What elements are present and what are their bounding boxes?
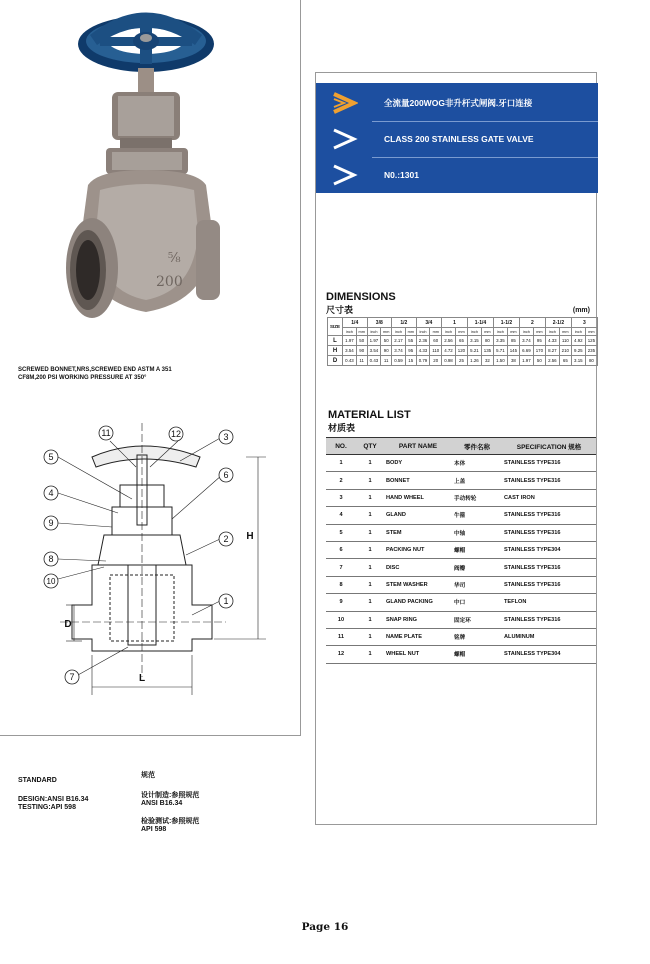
dimension-cell: 80 (481, 336, 493, 346)
material-row (326, 628, 596, 645)
material-no: 7 (326, 559, 356, 576)
material-part: STEM WASHER (384, 576, 452, 593)
unit-cell: mm (455, 328, 467, 336)
unit-cell: inch (468, 328, 482, 336)
material-part: WHEEL NUT (384, 646, 452, 663)
dimension-cell: 1.97 (519, 356, 533, 366)
material-qty: 1 (356, 646, 384, 663)
valve-photo (0, 0, 300, 340)
chevron-right-icon (316, 85, 372, 121)
material-spec: STAINLESS TYPE316 (502, 611, 596, 628)
callout-12: 12 (170, 429, 182, 439)
size-header: SIZE (328, 318, 343, 336)
dimension-cell: 2.17 (392, 336, 406, 346)
material-cn: 华司 (452, 576, 502, 593)
material-spec: STAINLESS TYPE316 (502, 576, 596, 593)
dimension-cell: 3.54 (343, 346, 357, 356)
size-3: 3/4 (416, 318, 442, 328)
size-8: 2-1/2 (545, 318, 571, 328)
unit-cell: mm (559, 328, 571, 336)
material-no: 10 (326, 611, 356, 628)
material-spec: STAINLESS TYPE316 (502, 455, 596, 472)
caption-line-2: CF8M,200 PSI WORKING PRESSURE AT 350° (18, 375, 147, 381)
material-qty: 1 (356, 594, 384, 611)
material-qty: 1 (356, 507, 384, 524)
callout-11: 11 (101, 428, 111, 438)
material-part: HAND WHEEL (384, 489, 452, 506)
material-part: GLAND PACKING (384, 594, 452, 611)
callout-7: 7 (69, 672, 75, 682)
material-spec: STAINLESS TYPE316 (502, 472, 596, 489)
material-qty: 1 (356, 611, 384, 628)
callout-8: 8 (48, 554, 54, 564)
page-number: Page 16 (301, 921, 349, 933)
title-en: CLASS 200 STAINLESS GATE VALVE (384, 134, 534, 144)
standard-design-cn: 设计制造:参照规范 (141, 792, 200, 799)
material-row (326, 472, 596, 489)
material-no: 11 (326, 628, 356, 645)
material-part: DISC (384, 559, 452, 576)
material-spec: TEFLON (502, 594, 596, 611)
callout-5: 5 (48, 452, 54, 462)
material-cn: 本体 (452, 455, 502, 472)
unit-cell: inch (343, 328, 357, 336)
dimension-cell: 1.97 (367, 336, 381, 346)
standard-design: DESIGN:ANSI B16.34 (18, 796, 89, 803)
size-5: 1-1/4 (468, 318, 494, 328)
material-no: 5 (326, 524, 356, 541)
material-row (326, 611, 596, 628)
unit-cell: mm (430, 328, 442, 336)
materials-table (326, 437, 596, 664)
dimension-cell: 2.56 (442, 336, 456, 346)
col-qty: QTY (356, 438, 384, 455)
dimension-row-label: D (328, 356, 343, 366)
material-cn: 螺帽 (452, 541, 502, 558)
dimension-cell: 3.15 (468, 336, 482, 346)
col-part: PART NAME (384, 438, 452, 455)
dimension-cell: 4.33 (416, 346, 430, 356)
callout-2: 2 (223, 534, 229, 544)
material-cn: 阀瓣 (452, 559, 502, 576)
dimension-cell: 9.25 (571, 346, 585, 356)
unit-cell: mm (585, 328, 597, 336)
material-spec: ALUMINUM (502, 628, 596, 645)
dimension-cell: 3.54 (367, 346, 381, 356)
dimension-cell: 65 (455, 336, 467, 346)
material-row (326, 489, 596, 506)
header-row-model (316, 157, 598, 193)
unit-cell: mm (507, 328, 519, 336)
dimensions-unit: (mm) (572, 307, 590, 314)
callout-9: 9 (48, 518, 54, 528)
size-1: 3/8 (367, 318, 392, 328)
size-2: 1/2 (392, 318, 417, 328)
dimension-cell: 235 (585, 346, 597, 356)
material-row (326, 646, 596, 663)
material-no: 1 (326, 455, 356, 472)
material-qty: 1 (356, 541, 384, 558)
material-part: PACKING NUT (384, 541, 452, 558)
callout-4: 4 (48, 488, 54, 498)
material-cn: 固定环 (452, 611, 502, 628)
material-row (326, 524, 596, 541)
dimension-cell: 85 (507, 336, 519, 346)
dimension-cell: 1.50 (493, 356, 507, 366)
callout-10: 10 (46, 577, 56, 586)
dimension-cell: 90 (381, 346, 392, 356)
material-cn: 上盖 (452, 472, 502, 489)
unit-cell: mm (356, 328, 367, 336)
unit-cell: inch (442, 328, 456, 336)
material-part: NAME PLATE (384, 628, 452, 645)
dimension-cell: 25 (455, 356, 467, 366)
dimensions-section (326, 291, 396, 316)
hand-wheel-image (78, 13, 214, 73)
material-cn: 中轴 (452, 524, 502, 541)
dimension-cell: 50 (356, 336, 367, 346)
dimension-cell: 55 (405, 336, 416, 346)
dimension-cell: 80 (585, 356, 597, 366)
material-spec: STAINLESS TYPE304 (502, 541, 596, 558)
dimension-cell: 5.71 (493, 346, 507, 356)
dimension-cell: 50 (533, 356, 545, 366)
material-no: 8 (326, 576, 356, 593)
left-panel (0, 0, 301, 736)
material-qty: 1 (356, 524, 384, 541)
materials-header-row (326, 438, 596, 455)
material-no: 2 (326, 472, 356, 489)
material-row (326, 541, 596, 558)
material-cn: 铭牌 (452, 628, 502, 645)
dimension-cell: 3.15 (571, 356, 585, 366)
material-spec: STAINLESS TYPE304 (502, 646, 596, 663)
model-number: N0.:1301 (384, 170, 419, 180)
dimension-cell: 4.72 (442, 346, 456, 356)
col-spec: SPECIFICATION 规格 (502, 438, 596, 455)
chevron-right-icon (316, 121, 372, 157)
material-spec: STAINLESS TYPE316 (502, 559, 596, 576)
dimensions-title: DIMENSIONS (326, 291, 396, 303)
dimension-cell: 120 (455, 346, 467, 356)
dimensions-table (327, 317, 598, 366)
col-part-cn: 零件名称 (452, 438, 502, 455)
dimension-cell: 11 (381, 356, 392, 366)
dimension-row-label: L (328, 336, 343, 346)
unit-cell: inch (545, 328, 559, 336)
dimension-cell: 3.35 (493, 336, 507, 346)
material-spec: STAINLESS TYPE316 (502, 507, 596, 524)
dimension-cell: 50 (381, 336, 392, 346)
dimension-cell: 135 (481, 346, 493, 356)
unit-cell: inch (493, 328, 507, 336)
standard-design-cn-value: ANSI B16.34 (141, 800, 183, 807)
standard-label-cn: 规范 (141, 772, 155, 779)
header-band (316, 83, 598, 193)
dimension-cell: 1.97 (343, 336, 357, 346)
caption-line-1: SCREWED BONNET,NRS,SCREWED END ASTM A 351 (18, 367, 172, 373)
dimension-cell: 210 (559, 346, 571, 356)
material-spec: STAINLESS TYPE316 (502, 524, 596, 541)
material-part: BODY (384, 455, 452, 472)
size-4: 1 (442, 318, 468, 328)
dimensions-title-cn: 尺寸表 (326, 305, 354, 315)
dim-d-label: D (64, 619, 72, 630)
dimension-cell: 0.43 (343, 356, 357, 366)
material-row (326, 507, 596, 524)
materials-title: MATERIAL LIST (328, 409, 411, 421)
standard-testing-cn-value: API 598 (141, 826, 167, 833)
unit-cell: inch (519, 328, 533, 336)
size-0: 1/4 (343, 318, 368, 328)
dimension-row-label: H (328, 346, 343, 356)
standard-label: STANDARD (18, 777, 57, 784)
materials-section (328, 409, 411, 434)
material-no: 12 (326, 646, 356, 663)
dimension-cell: 32 (481, 356, 493, 366)
dimension-cell: 2.56 (545, 356, 559, 366)
unit-cell: inch (392, 328, 406, 336)
valve-drawing (0, 415, 300, 715)
dim-l-label: L (138, 673, 146, 684)
material-part: SNAP RING (384, 611, 452, 628)
material-qty: 1 (356, 472, 384, 489)
dimension-cell: 3.74 (519, 336, 533, 346)
dimension-cell: 95 (405, 346, 416, 356)
unit-cell: mm (381, 328, 392, 336)
dimension-cell: 5.21 (468, 346, 482, 356)
material-no: 9 (326, 594, 356, 611)
dimension-cell: 15 (405, 356, 416, 366)
dimension-cell: 0.43 (367, 356, 381, 366)
material-qty: 1 (356, 628, 384, 645)
size-9: 3 (571, 318, 597, 328)
callout-3: 3 (223, 432, 229, 442)
dimension-cell: 8.27 (545, 346, 559, 356)
size-7: 2 (519, 318, 545, 328)
material-qty: 1 (356, 489, 384, 506)
standard-testing: TESTING:API 598 (18, 804, 76, 811)
dimension-cell: 110 (430, 346, 442, 356)
material-qty: 1 (356, 576, 384, 593)
dimension-cell: 145 (507, 346, 519, 356)
body-marking: 200 (156, 274, 183, 290)
material-row (326, 576, 596, 593)
material-cn: 中口 (452, 594, 502, 611)
material-cn: 螺帽 (452, 646, 502, 663)
material-no: 4 (326, 507, 356, 524)
dimension-cell: 4.33 (545, 336, 559, 346)
dimension-cell: 20 (430, 356, 442, 366)
material-no: 3 (326, 489, 356, 506)
dimension-row (328, 346, 598, 356)
dimension-cell: 4.92 (571, 336, 585, 346)
material-cn: 手动转轮 (452, 489, 502, 506)
dimension-cell: 95 (533, 336, 545, 346)
dimension-cell: 0.59 (392, 356, 406, 366)
materials-title-cn: 材质表 (328, 423, 356, 433)
dimension-cell: 125 (585, 336, 597, 346)
material-row (326, 594, 596, 611)
dim-h-label: H (246, 531, 254, 542)
material-qty: 1 (356, 559, 384, 576)
body-marking-symbol: ⅝ (168, 251, 181, 266)
photo-caption (18, 366, 278, 382)
material-row (326, 559, 596, 576)
col-no: NO. (326, 438, 356, 455)
material-spec: CAST IRON (502, 489, 596, 506)
size-6: 1-1/2 (493, 318, 519, 328)
right-panel (315, 72, 597, 825)
dimension-cell: 60 (430, 336, 442, 346)
dimension-cell: 110 (559, 336, 571, 346)
dimension-cell: 0.98 (442, 356, 456, 366)
title-cn: 全流量200WOG非升杆式闸阀.牙口连接 (384, 98, 533, 108)
dimension-cell: 1.26 (468, 356, 482, 366)
material-row (326, 455, 596, 472)
unit-cell: inch (571, 328, 585, 336)
dimension-row (328, 356, 598, 366)
dimension-cell: 38 (507, 356, 519, 366)
unit-cell: mm (533, 328, 545, 336)
material-part: STEM (384, 524, 452, 541)
chevron-right-icon (316, 157, 372, 193)
dimension-cell: 170 (533, 346, 545, 356)
header-row-en (316, 121, 598, 157)
dimension-cell: 2.36 (416, 336, 430, 346)
standard-testing-cn: 检验测试:参照规范 (141, 818, 200, 825)
dimension-cell: 3.74 (392, 346, 406, 356)
dimension-cell: 90 (356, 346, 367, 356)
material-no: 6 (326, 541, 356, 558)
dimension-cell: 6.69 (519, 346, 533, 356)
dimension-cell: 11 (356, 356, 367, 366)
unit-cell: inch (416, 328, 430, 336)
callout-1: 1 (223, 596, 229, 606)
dimension-cell: 0.79 (416, 356, 430, 366)
dimension-row (328, 336, 598, 346)
material-cn: 牛箍 (452, 507, 502, 524)
header-row-cn (316, 85, 598, 121)
unit-cell: mm (481, 328, 493, 336)
dimension-cell: 65 (559, 356, 571, 366)
callout-6: 6 (223, 470, 229, 480)
unit-cell: mm (405, 328, 416, 336)
material-qty: 1 (356, 455, 384, 472)
material-part: GLAND (384, 507, 452, 524)
unit-cell: inch (367, 328, 381, 336)
material-part: BONNET (384, 472, 452, 489)
